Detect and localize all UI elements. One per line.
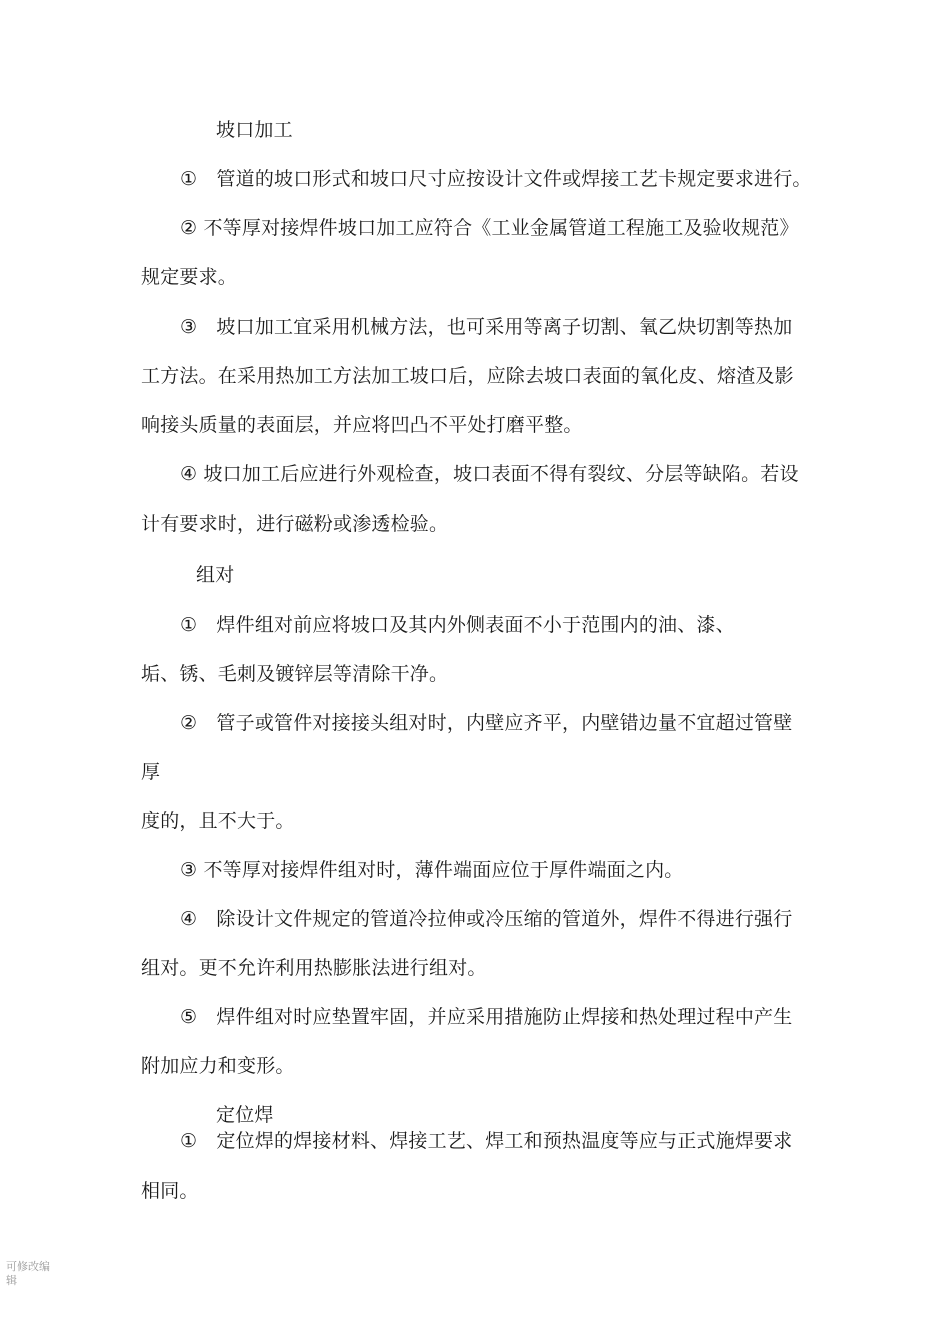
section-heading-fitup: 组对 <box>196 564 235 586</box>
paragraph-line: ③ 坡口加工宜采用机械方法，也可采用等离子切割、氧乙炔切割等热加 <box>180 316 793 338</box>
section-heading-tackweld: 定位焊 <box>216 1104 274 1126</box>
paragraph-line: 组对。更不允许利用热膨胀法进行组对。 <box>141 957 487 979</box>
paragraph-line: ③ 不等厚对接焊件组对时，薄件端面应位于厚件端面之内。 <box>180 859 684 881</box>
paragraph-line: ② 管子或管件对接接头组对时，内壁应齐平，内壁错边量不宜超过管壁 <box>180 712 793 734</box>
paragraph-line: 厚 <box>141 761 161 783</box>
paragraph-line: ④ 坡口加工后应进行外观检查，坡口表面不得有裂纹、分层等缺陷。若设 <box>180 463 799 485</box>
paragraph-line: 响接头质量的表面层，并应将凹凸不平处打磨平整。 <box>141 414 583 436</box>
paragraph-line: ④ 除设计文件规定的管道冷拉伸或冷压缩的管道外，焊件不得进行强行 <box>180 908 793 930</box>
paragraph-line: 计有要求时，进行磁粉或渗透检验。 <box>141 513 449 535</box>
paragraph-line: 工方法。在采用热加工方法加工坡口后，应除去坡口表面的氧化皮、熔渣及影 <box>141 365 794 387</box>
paragraph-line: ① 管道的坡口形式和坡口尺寸应按设计文件或焊接工艺卡规定要求进行。 <box>180 168 812 190</box>
section-heading-bevel: 坡口加工 <box>216 119 293 141</box>
paragraph-line: 附加应力和变形。 <box>141 1055 295 1077</box>
paragraph-line: ① 焊件组对前应将坡口及其内外侧表面不小于范围内的油、漆、 <box>180 614 735 636</box>
paragraph-line: 垢、锈、毛刺及镀锌层等清除干净。 <box>141 663 449 685</box>
paragraph-line: 相同。 <box>141 1180 199 1202</box>
paragraph-line: ① 定位焊的焊接材料、焊接工艺、焊工和预热温度等应与正式施焊要求 <box>180 1130 793 1152</box>
paragraph-line: 度的，且不大于。 <box>141 810 295 832</box>
paragraph-line: ② 不等厚对接焊件坡口加工应符合《工业金属管道工程施工及验收规范》 <box>180 217 799 239</box>
paragraph-line: ⑤ 焊件组对时应垫置牢固，并应采用措施防止焊接和热处理过程中产生 <box>180 1006 793 1028</box>
paragraph-line: 规定要求。 <box>141 266 238 288</box>
editable-watermark-note: 可修改编辑 <box>6 1260 50 1287</box>
